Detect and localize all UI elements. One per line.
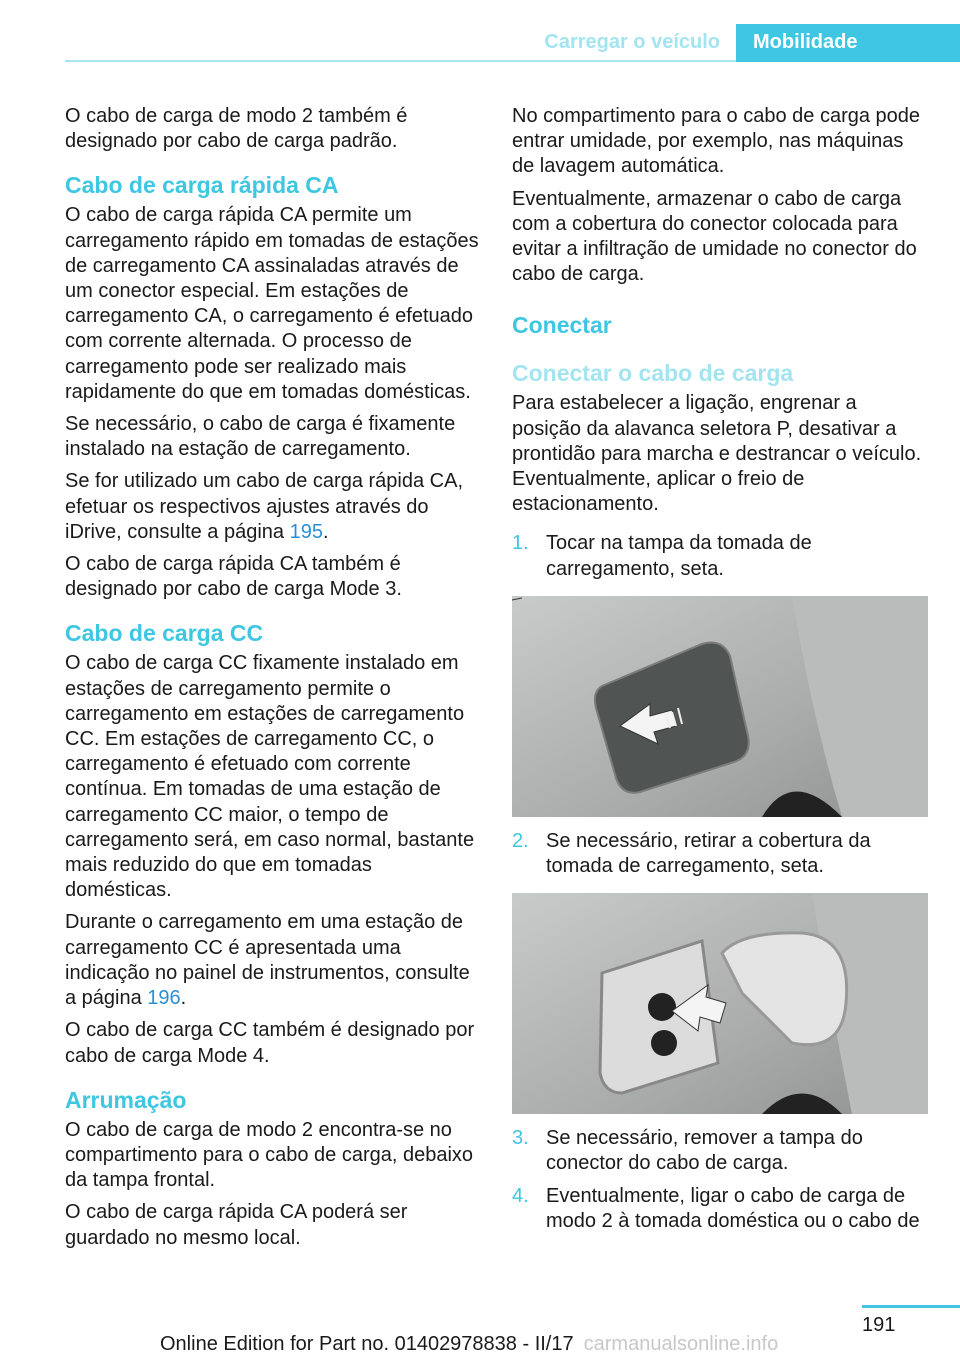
step-text: Eventualmente, ligar o cabo de carga de modo 2 à tomada doméstica ou o cabo de — [546, 1184, 920, 1232]
step-number: 4. — [512, 1184, 529, 1207]
heading-ac-fast-cable: Cabo de carga rápida CA — [65, 172, 339, 199]
header-section-title: Carregar o veículo — [544, 31, 720, 53]
step-text: Se necessário, remover a tampa do conector do cabo de carga. — [546, 1127, 863, 1175]
footer-rule — [862, 1305, 960, 1308]
heading-connect-cable: Conectar o cabo de carga — [512, 360, 794, 387]
step-number: 3. — [512, 1127, 529, 1150]
page-link-196[interactable]: 196 — [147, 987, 181, 1010]
text: Se for utilizado um cabo de carga rápida CA, efetuar os respectivos ajustes através do iDrive, consulte a página — [65, 470, 463, 543]
paragraph: O cabo de carga rápida CA também é designado por cabo de carga Mode 3. — [65, 553, 402, 601]
header-rule — [65, 60, 736, 62]
step-number: 1. — [512, 532, 529, 555]
paragraph: Para estabelecer a ligação, engrenar a posição da alavanca seletora P, desativar a prontidão para marcha e destrancar o veículo. Eventualmente, aplicar o freio de estacionamento. — [512, 392, 922, 516]
paragraph: No compartimento para o cabo de carga pode entrar umidade, por exemplo, nas máquinas de lavagem automática. — [512, 105, 921, 178]
heading-dc-cable: Cabo de carga CC — [65, 620, 264, 647]
page-number: 191 — [862, 1314, 896, 1336]
paragraph: O cabo de carga rápida CA poderá ser guardado no mesmo local. — [65, 1201, 408, 1249]
text: Durante o carregamento em uma estação de carregamento CC é apresentada uma indicação no painel de instrumentos, consulte a página — [65, 911, 470, 1010]
step-item — [512, 829, 930, 879]
paragraph: O cabo de carga CC também é designado por cabo de carga Mode 4. — [65, 1019, 475, 1067]
text: . — [180, 987, 187, 1010]
step-item — [512, 531, 930, 581]
footer-edition: Online Edition for Part no. 01402978838 - II/17 — [160, 1333, 574, 1355]
paragraph: Eventualmente, armazenar o cabo de carga com a cobertura do conector colocada para evitar a infiltração de umidade no conector do cabo de carga. — [512, 187, 917, 286]
paragraph: O cabo de carga de modo 2 também é designado por cabo de carga padrão. — [65, 105, 408, 153]
step-text: Tocar na tampa da tomada de carregamento, seta. — [546, 532, 812, 580]
step-item — [512, 1184, 930, 1234]
page-link-195[interactable]: 195 — [289, 520, 323, 543]
step-number: 2. — [512, 829, 529, 852]
left-column — [65, 104, 483, 1258]
heading-storage: Arrumação — [65, 1086, 187, 1113]
charging-flap-figure — [512, 596, 928, 817]
footer-row — [160, 1332, 778, 1356]
paragraph: O cabo de carga CC fixamente instalado em estações de carregamento permite o carregamento em estações de carregamento CC. Em estações de carregamento CC, o carregamento é efetuado com corrente contínua. Em tomadas de uma estação de carregamento CC maior, o tempo de carregamento será, em caso normal, bastante mais reduzido do que em tomadas domésticas. — [65, 652, 475, 902]
paragraph: Se necessário, o cabo de carga é fixamente instalado na estação de carregamento. — [65, 413, 456, 461]
paragraph — [65, 469, 483, 545]
step-text: Se necessário, retirar a cobertura da tomada de carregamento, seta. — [546, 829, 871, 878]
text: . — [322, 520, 329, 543]
heading-connect: Conectar — [512, 312, 612, 339]
paragraph: O cabo de carga de modo 2 encontra-se no compartimento para o cabo de carga, debaixo da tampa frontal. — [65, 1118, 474, 1192]
paragraph: O cabo de carga rápida CA permite um carregamento rápido em tomadas de estações de carregamento CA assinaladas através de um conector especial. Em estações de carregamento CA, o carregamento é efetuado com corrente alternada. O processo de carregamento pode ser realizado mais rapidamente do que em tomadas domésticas. — [65, 204, 479, 403]
step-item — [512, 1126, 930, 1176]
watermark: carmanualsonline.info — [583, 1333, 779, 1355]
header-chapter-tab: Mobilidade — [736, 24, 960, 62]
charging-socket-figure — [512, 893, 928, 1114]
paragraph — [65, 910, 483, 1011]
right-column — [512, 104, 930, 1241]
